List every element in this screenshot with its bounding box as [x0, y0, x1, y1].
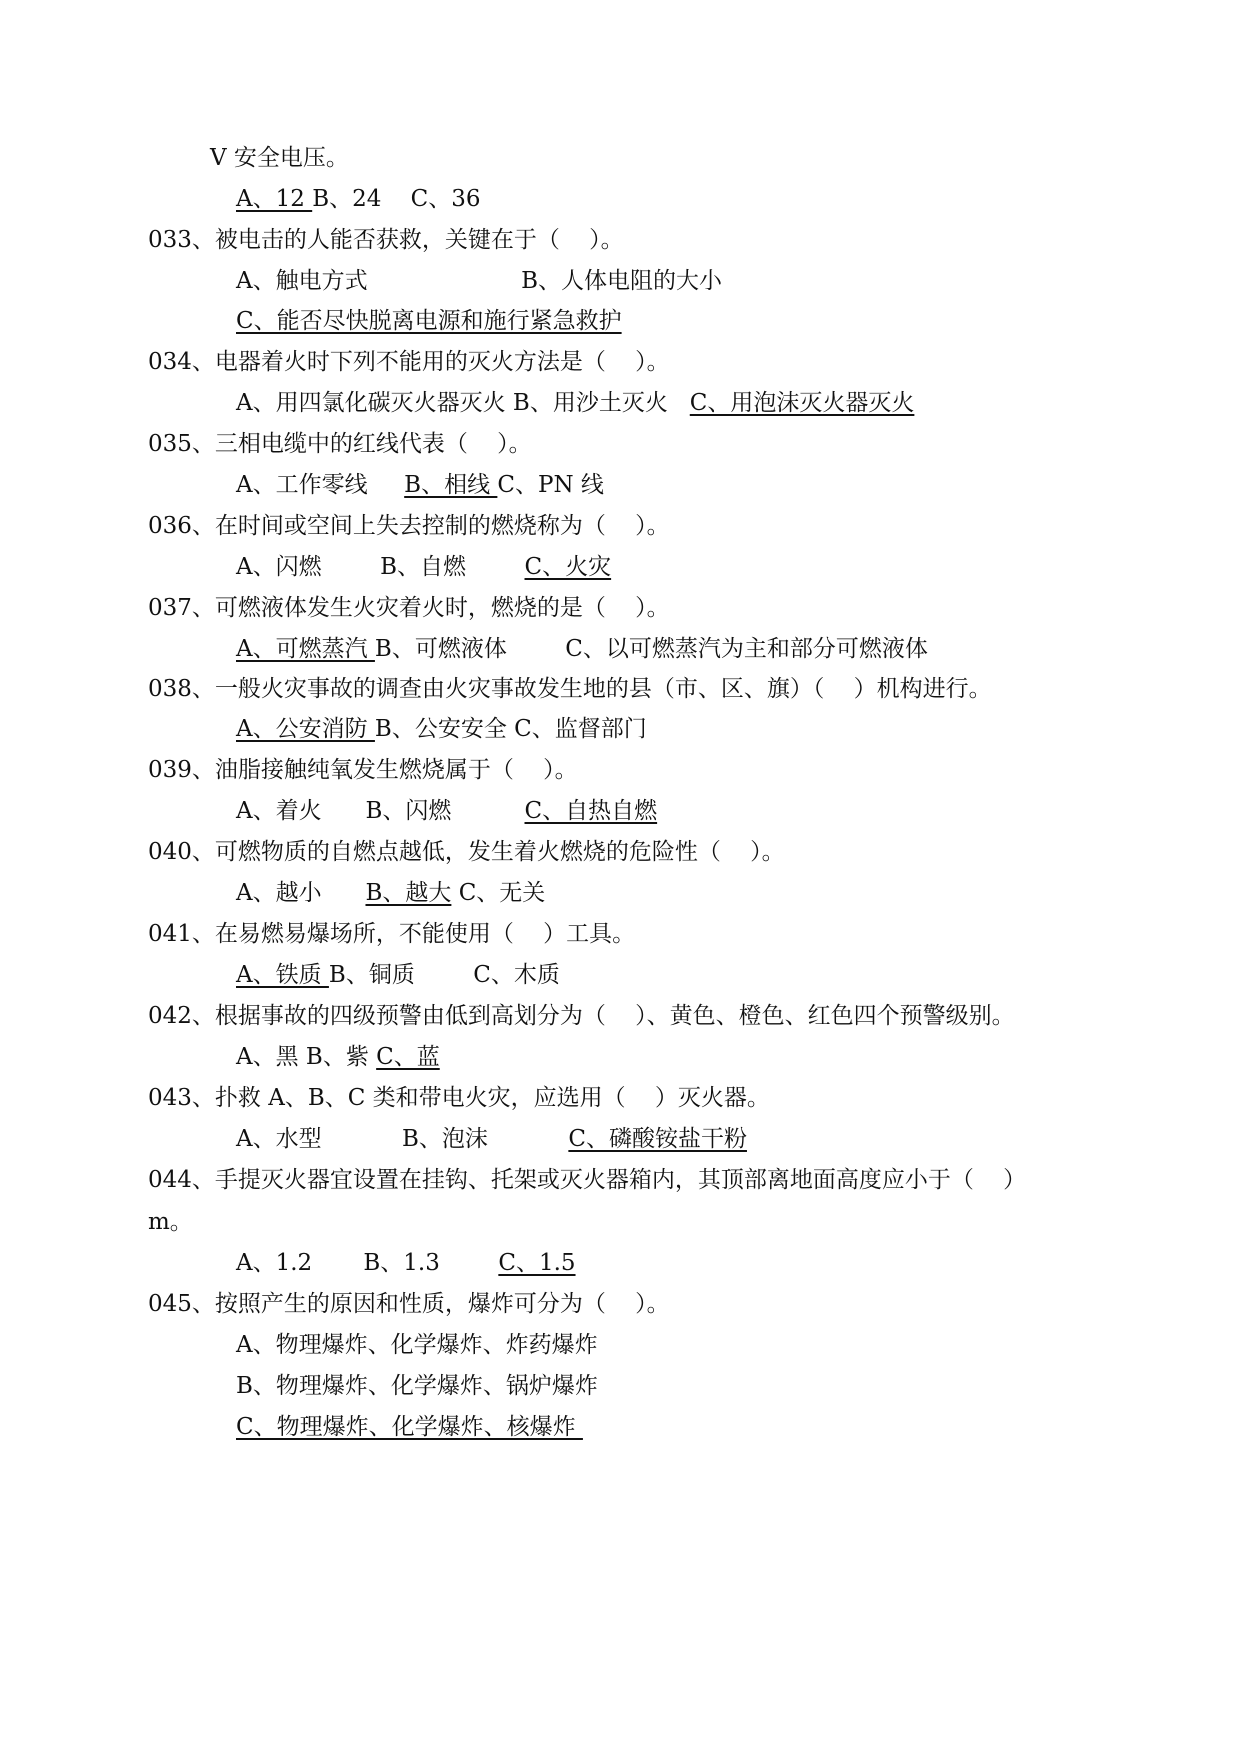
text-segment: A、越小: [236, 880, 366, 906]
option-line: [210, 143, 349, 173]
text-segment: 037、可燃液体发生火灾着火时，燃烧的是（ ）。: [148, 595, 670, 621]
text-segment: A、水型 B、泡沫: [236, 1126, 569, 1152]
text-segment: A、用四氯化碳灭火器灭火 B、用沙土灭火: [236, 390, 690, 416]
text-segment: 034、电器着火时下列不能用的灭火方法是（ ）。: [148, 349, 670, 375]
text-segment: B、可燃液体 C、以可燃蒸汽为主和部分可燃液体: [374, 636, 928, 662]
answer-underlined: C、火灾: [524, 554, 612, 580]
question-line: [148, 347, 670, 377]
text-segment: A、黑 B、紫: [236, 1044, 377, 1070]
option-line: [236, 878, 545, 908]
answer-underlined: B、越大: [365, 880, 452, 906]
option-line: [236, 1042, 440, 1072]
text-segment: 038、一般火灾事故的调查由火灾事故发生地的县（市、区、旗）（ ）机构进行。: [148, 676, 992, 702]
text-segment: A、闪燃 B、自燃: [236, 554, 525, 580]
option-line: [236, 184, 480, 214]
text-segment: 041、在易燃易爆场所，不能使用（ ）工具。: [148, 921, 636, 947]
text-segment: 044、手提灭火器宜设置在挂钩、托架或灭火器箱内，其顶部离地面高度应小于（ ）: [148, 1167, 1027, 1193]
text-segment: m。: [148, 1209, 193, 1235]
answer-underlined: A、可燃蒸汽: [236, 636, 375, 662]
question-line: [148, 755, 578, 785]
option-line: [236, 1330, 598, 1360]
answer-underlined: A、铁质: [236, 962, 329, 988]
question-line: [148, 511, 670, 541]
option-line: [236, 388, 914, 418]
option-line: [236, 470, 604, 500]
option-line: [236, 266, 722, 296]
option-line: [236, 1124, 747, 1154]
question-line: [148, 593, 670, 623]
text-segment: A、工作零线: [236, 472, 405, 498]
text-segment: C、无关: [451, 880, 546, 906]
option-line: [236, 1412, 583, 1442]
option-line: [236, 960, 560, 990]
question-line: [148, 1165, 1026, 1195]
text-segment: 035、三相电缆中的红线代表（ ）。: [148, 431, 532, 457]
text-segment: A、着火 B、闪燃: [236, 798, 525, 824]
text-segment: 045、按照产生的原因和性质，爆炸可分为（ ）。: [148, 1291, 670, 1317]
option-line: [236, 1248, 576, 1278]
answer-underlined: A、12: [236, 186, 313, 212]
option-line: [236, 1371, 598, 1401]
option-line: [236, 796, 657, 826]
text-segment: B、铜质 C、木质: [328, 962, 560, 988]
question-line: [148, 837, 785, 867]
text-segment: 040、可燃物质的自燃点越低，发生着火燃烧的危险性（ ）。: [148, 839, 785, 865]
text-segment: B、物理爆炸、化学爆炸、锅炉爆炸: [236, 1373, 598, 1399]
option-line: [236, 552, 611, 582]
text-segment: A、触电方式 B、人体电阻的大小: [236, 268, 723, 294]
question-line: [148, 1001, 1015, 1031]
text-segment: 042、根据事故的四级预警由低到高划分为（ ）、黄色、橙色、红色四个预警级别。: [148, 1003, 1015, 1029]
text-segment: 036、在时间或空间上失去控制的燃烧称为（ ）。: [148, 513, 670, 539]
text-segment: A、1.2 B、1.3: [236, 1250, 499, 1276]
text-segment: 039、油脂接触纯氧发生燃烧属于（ ）。: [148, 757, 578, 783]
question-line: [148, 429, 532, 459]
answer-underlined: A、公安消防: [236, 716, 375, 742]
text-segment: A、物理爆炸、化学爆炸、炸药爆炸: [236, 1332, 598, 1358]
text-segment: 043、扑救 A、B、C 类和带电火灾，应选用（ ）灭火器。: [148, 1085, 770, 1111]
question-line: [148, 1207, 193, 1237]
text-segment: V 安全电压。: [210, 145, 349, 171]
question-line: [148, 1289, 670, 1319]
question-line: [148, 225, 624, 255]
question-line: [148, 674, 992, 704]
answer-underlined: B、相线: [404, 472, 498, 498]
option-line: [236, 714, 647, 744]
question-line: [148, 1083, 770, 1113]
text-segment: 033、被电击的人能否获救，关键在于（ ）。: [148, 227, 624, 253]
text-segment: B、24 C、36: [312, 186, 481, 212]
question-line: [148, 919, 635, 949]
text-segment: B、公安安全 C、监督部门: [374, 716, 647, 742]
answer-underlined: C、自热自燃: [524, 798, 658, 824]
answer-underlined: C、物理爆炸、化学爆炸、核爆炸: [236, 1414, 583, 1440]
answer-underlined: C、能否尽快脱离电源和施行紧急救护: [236, 308, 622, 334]
text-segment: C、PN 线: [497, 472, 604, 498]
answer-underlined: C、磷酸铵盐干粉: [568, 1126, 747, 1152]
option-line: [236, 306, 622, 336]
answer-underlined: C、1.5: [498, 1250, 576, 1276]
answer-underlined: C、蓝: [376, 1044, 440, 1070]
answer-underlined: C、用泡沫灭火器灭火: [689, 390, 915, 416]
option-line: [236, 634, 928, 664]
